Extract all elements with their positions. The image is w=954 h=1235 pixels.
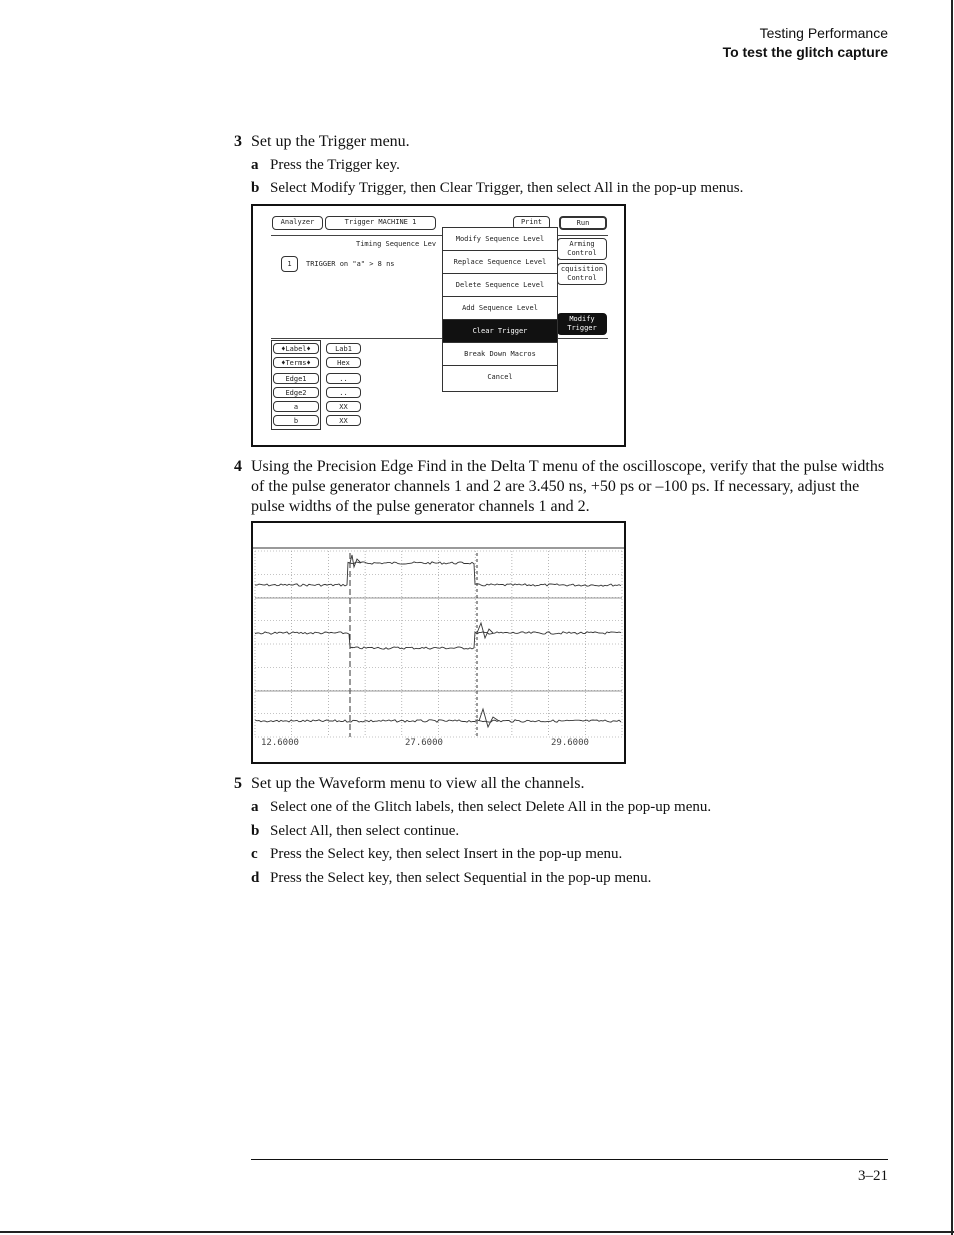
term-value[interactable]: XX xyxy=(326,415,361,426)
popup-item-replace-sequence-level[interactable]: Replace Sequence Level xyxy=(443,251,557,274)
popup-menu xyxy=(442,227,558,392)
step-number: 3 xyxy=(234,133,242,150)
acquisition-control-button[interactable]: cquisition Control xyxy=(557,263,607,285)
substep-letter: b xyxy=(251,180,260,196)
step-text: Using the Precision Edge Find in the Delta T menu of the oscilloscope, verify that the pulse widths of the pulse generator channels 1 and 2 are 3.450 ns, +50 ps or –100 ps. If necessary, adjust the pulse widths of the pulse generator channels 1 and 2. xyxy=(251,458,885,515)
popup-item-add-sequence-level[interactable]: Add Sequence Level xyxy=(443,297,557,320)
trigger-machine-button[interactable]: Trigger MACHINE 1 xyxy=(325,216,436,230)
oscilloscope-display xyxy=(253,523,624,762)
substep-text: Press the Select key, then select Sequential in the pop-up menu. xyxy=(270,870,652,886)
waveform-trace xyxy=(255,632,621,649)
label-lab1[interactable]: Lab1 xyxy=(326,343,361,354)
sequence-title: Timing Sequence Lev xyxy=(356,240,437,248)
popup-item-break-down-macros[interactable]: Break Down Macros xyxy=(443,343,557,366)
arming-control-button[interactable]: Arming Control xyxy=(557,238,607,260)
x-tick-label: 29.6000 xyxy=(551,738,589,748)
base-hex[interactable]: Hex xyxy=(326,357,361,368)
step-text: Set up the Trigger menu. xyxy=(251,133,410,150)
popup-item-clear-trigger[interactable]: Clear Trigger xyxy=(443,320,557,343)
waveform-glitch xyxy=(350,555,361,567)
waveform-trace xyxy=(255,720,621,722)
x-tick-label: 27.6000 xyxy=(405,738,443,748)
term-b[interactable]: b xyxy=(273,415,319,426)
waveform-glitch xyxy=(479,709,499,727)
run-button[interactable]: Run xyxy=(559,216,607,230)
page-number: 3–21 xyxy=(858,1168,888,1184)
step-number: 5 xyxy=(234,775,242,792)
x-tick-label: 12.6000 xyxy=(261,738,299,748)
popup-item-modify-sequence-level[interactable]: Modify Sequence Level xyxy=(443,228,557,251)
step-number: 4 xyxy=(234,458,242,475)
sequence-level-button[interactable]: 1 xyxy=(281,256,298,272)
substep-letter: a xyxy=(251,799,259,815)
substep-letter: b xyxy=(251,823,260,839)
page-edge xyxy=(0,1231,954,1233)
substep-letter: a xyxy=(251,157,259,173)
substep-text: Press the Select key, then select Insert in the pop-up menu. xyxy=(270,846,623,862)
popup-item-cancel[interactable]: Cancel xyxy=(487,373,513,381)
graticule xyxy=(255,551,622,737)
oscilloscope-screenshot xyxy=(251,521,626,764)
waveform-glitch xyxy=(477,623,493,638)
label-button[interactable]: ♦Label♦ xyxy=(273,343,319,354)
footer-rule xyxy=(251,1159,888,1160)
step-text: Set up the Waveform menu to view all the channels. xyxy=(251,775,585,792)
term-a[interactable]: a xyxy=(273,401,319,412)
page-edge xyxy=(951,0,953,1235)
analyzer-button[interactable]: Analyzer xyxy=(272,216,323,230)
substep-letter: c xyxy=(251,846,258,862)
substep-letter: d xyxy=(251,870,260,886)
term-value[interactable]: .. xyxy=(326,373,361,384)
modify-trigger-button[interactable]: Modify Trigger xyxy=(557,313,607,335)
term-value[interactable]: .. xyxy=(326,387,361,398)
running-header-section: Testing Performance xyxy=(759,25,888,41)
running-header-topic: To test the glitch capture xyxy=(722,44,888,60)
substep-text: Select All, then select continue. xyxy=(270,823,460,839)
substep-text: Select Modify Trigger, then Clear Trigger, then select All in the pop-up menus. xyxy=(270,180,744,196)
popup-item-delete-sequence-level[interactable]: Delete Sequence Level xyxy=(443,274,557,297)
trigger-condition: TRIGGER on "a" > 8 ns xyxy=(306,260,395,268)
terms-button[interactable]: ♦Terms♦ xyxy=(273,357,319,368)
print-button[interactable]: Print xyxy=(513,216,550,230)
substep-text: Select one of the Glitch labels, then select Delete All in the pop-up menu. xyxy=(270,799,712,815)
substep-text: Press the Trigger key. xyxy=(270,157,400,173)
term-edge1[interactable]: Edge1 xyxy=(273,373,319,384)
term-value[interactable]: XX xyxy=(326,401,361,412)
term-edge2[interactable]: Edge2 xyxy=(273,387,319,398)
waveform-traces xyxy=(255,555,621,727)
trigger-menu-screenshot xyxy=(251,204,626,447)
